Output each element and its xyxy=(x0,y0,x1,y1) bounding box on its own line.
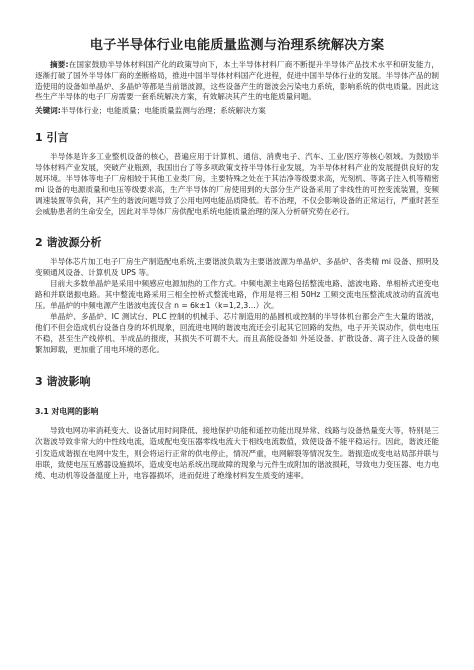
section-heading: 2 谐波源分析 xyxy=(35,235,102,249)
section-harmonic-impact xyxy=(35,375,439,480)
keywords-text: 半导体行业；电能质量；电能质量监测与治理；系统解决方案 xyxy=(60,106,266,116)
section-heading: 3 谐波影响 xyxy=(35,375,91,389)
abstract xyxy=(35,60,439,103)
keywords xyxy=(35,106,439,117)
section-harmonic-sources xyxy=(35,236,439,356)
abstract-label: 摘要: xyxy=(50,60,69,69)
keywords-label: 关键词: xyxy=(35,106,61,116)
paragraph: 半导体芯片加工电子厂房生产制造配电系统,主要谐波负载为主要谐波源为单晶炉、多晶炉、各类精 mi 设备、照明及变频通风设备、计算机及 UPS 等。 xyxy=(35,256,439,277)
abstract-text: 在国家鼓励半导体材料国产化的政策导向下，本土半导体材料厂商不断提升半导体产品技术水平和研发能力，逐渐打破了国外半导体厂商的垄断格局，推进中国半导体材料国产化进程，促进中国半导体行业的发展。半导体产品的制造使用的设备如单晶炉、多晶炉等都是当前谐波源，这些设备产生的谐波会污染电力系统，影响系统的供电质量。因此这些生产半导体的电子厂房需要一套系统解决方案，有效解决其产生的电能质量问题。 xyxy=(35,60,439,102)
subsection-heading: 3.1 对电网的影响 xyxy=(35,407,99,417)
paragraph: 导致电网功率消耗变大、设备试用时间降低、接地保护功能和遥控功能出现异常、线路与设备热量变大等，特别是三次谐波导致非常大的中性线电流，造成配电变压器零线电流大于相线电流数值，致使设备不能平稳运行。因此，谐波还能引发造成谐振在电网中发生，则会将运行正常的供电停止，情况严重，电网解裂等情况发生。谐振造成变电站局部并联与串联，致使电压互感器设施损坏，造成变电站系统出现故障的现象与元件生成附加的谐波损耗，导致电力变压器、电力电缆、电动机等设备温度上升，电容器损坏，进而促进了绝缘材料发生质变的速率。 xyxy=(35,426,439,480)
document-title: 电子半导体行业电能质量监测与治理系统解决方案 xyxy=(89,38,385,53)
section-introduction xyxy=(35,131,439,218)
paragraph: 目前大多数单晶炉是采用中频感应电源加热的工作方式。中频电源主电路包括整流电路、滤波电路、单相桥式逆变电路和并联谐振电路。其中整流电路采用三相全控桥式整流电路，作用是将三相 50Hz 工频交流电压整流成波动的直流电压。单晶炉的中频电源产生谐波电流仅含 n = 6k±1（k=1,2,3…）次。 xyxy=(35,278,439,310)
paragraph: 单晶炉、多晶炉、IC 测试台、PLC 控制的机械手、芯片制造用的晶圆机或控制的半导体机台都会产生大量的谐波，他们不但会造成机台设备自身的坏机现象，回流进电网的谐波电流还会引起其它回路的发热，电子开关误动作，供电电压不稳，甚至生产线停机、半成品的报废，其损失不可谓不大。而且高能设备如 外延设备、扩散设备、离子注入设备的频繁加卸载，更加重了用电环境的恶化。 xyxy=(35,312,439,355)
section-heading: 1 引言 xyxy=(35,130,69,144)
paragraph: 半导体是许多工业整机设备的核心，普遍应用于计算机、通信、消费电子、汽车、工业/医疗等核心领域。为鼓励半导体材料产业发展，突破产业瓶颈，我国出台了等多项政策支持半导体行业发展，为半导体材料产业的发展提供良好的发展环境。半导体等电子厂房相较于其他工业类厂房，主要特殊之处在于其洁净等级要求高，光刻机、等离子注入机等精密 mi 设备的电源质量和电压等级要求高，生产半导体的厂房使用到的大部分生产设备采用了非线性的可控变流装置，变频调速装置等负荷，其产生的谐波问题导致了公用电网电能品质降低。若不治理，不仅会影响设备的正常运行，严重时甚至会威胁患者的生命安全，因此对半导体厂房供配电系统电能质量治理的深入分析研究势在必行。 xyxy=(35,151,439,217)
